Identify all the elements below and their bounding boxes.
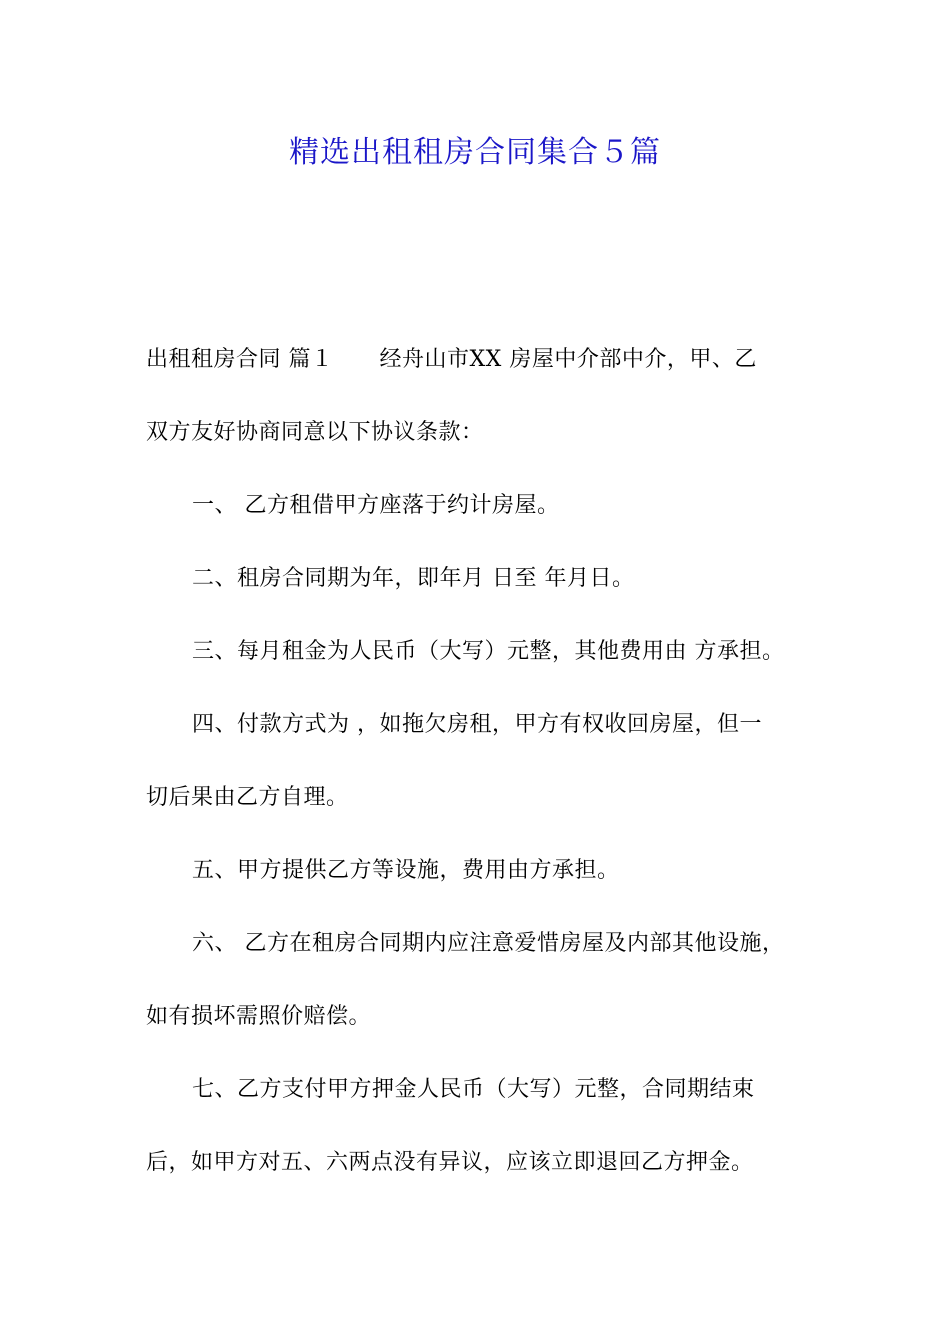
clause-4-continued: 切后果由乙方自理。 (146, 785, 349, 810)
document-title: 精选出租租房合同集合５篇 (289, 135, 661, 170)
clause-7-continued: 后，如甲方对五、六两点没有异议，应该立即退回乙方押金。 (146, 1150, 754, 1175)
clause-6: 六、 乙方在租房合同期内应注意爱惜房屋及内部其他设施， (192, 931, 785, 956)
clause-7: 七、乙方支付甲方押金人民币（大写）元整，合同期结束 (192, 1077, 755, 1102)
paragraph-line-1 (146, 335, 818, 408)
clause-5: 五、甲方提供乙方等设施，费用由方承担。 (192, 858, 620, 883)
clause-2: 二、租房合同期为年，即年月 日至 年月日。 (192, 566, 635, 591)
clause-4: 四、付款方式为 ，如拖欠房租，甲方有权收回房屋，但一 (192, 712, 762, 737)
clause-6-continued: 如有损坏需照价赔偿。 (146, 1004, 372, 1029)
intro-text: 经舟山市XX 房屋中介部中介，甲、乙 (379, 347, 757, 372)
document-body (146, 335, 818, 1211)
paragraph-line-2: 双方友好协商同意以下协议条款： (146, 420, 484, 445)
contract-heading: 出租租房合同 篇１ (146, 347, 334, 372)
clause-1: 一、 乙方租借甲方座落于约计房屋。 (192, 493, 560, 518)
clause-3: 三、每月租金为人民币（大写）元整，其他费用由 方承担。 (192, 639, 785, 664)
